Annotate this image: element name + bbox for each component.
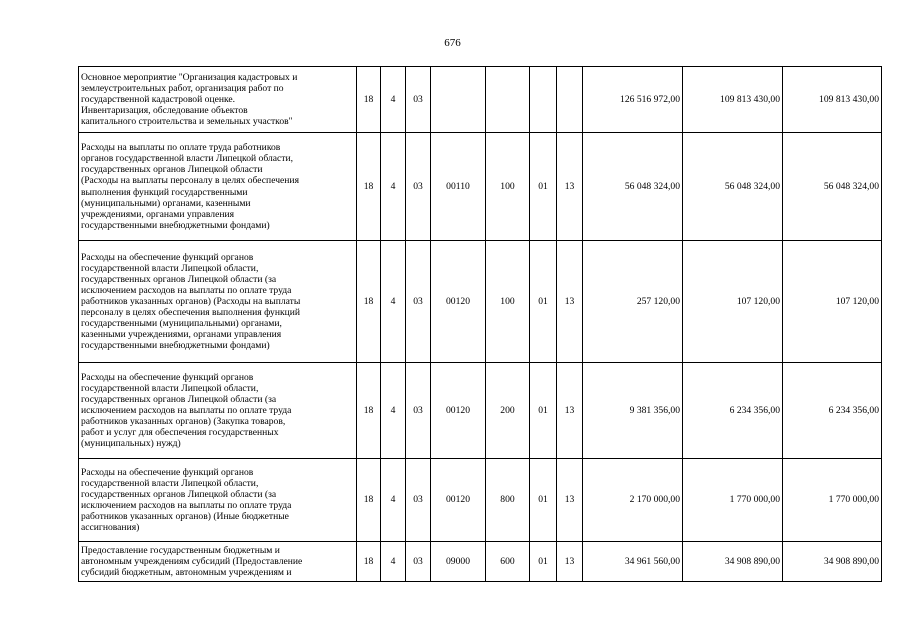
table-row (79, 67, 882, 133)
cell-code-3: 03 (406, 67, 431, 133)
cell-code-6: 01 (530, 363, 557, 459)
table-row (79, 459, 882, 542)
cell-code-6: 01 (530, 241, 557, 363)
cell-code-1: 18 (357, 241, 381, 363)
cell-code-1: 18 (357, 133, 381, 241)
row-description: Основное мероприятие "Организация кадастровых и землеустроительных работ, организация работ по государственной кадастровой оценке. Инвентаризация, обследование объектов капитального строительства и земельных участков" (79, 67, 357, 133)
table-row (79, 363, 882, 459)
table-row (79, 542, 882, 582)
cell-code-2: 4 (381, 67, 406, 133)
cell-amount-3: 34 908 890,00 (783, 542, 882, 582)
cell-code-5: 600 (486, 542, 530, 582)
cell-amount-2: 107 120,00 (683, 241, 783, 363)
cell-code-7: 13 (557, 133, 583, 241)
row-description: Расходы на обеспечение функций органов государственной власти Липецкой области, государственных органов Липецкой области (за исключением расходов на выплаты по оплате труда работников указанных органов) (Иные бюджетные ассигнования) (79, 459, 357, 542)
cell-code-5: 200 (486, 363, 530, 459)
cell-code-7: 13 (557, 363, 583, 459)
cell-code-5: 100 (486, 241, 530, 363)
row-description: Расходы на обеспечение функций органов государственной власти Липецкой области, государственных органов Липецкой области (за исключением расходов на выплаты по оплате труда работников указанных органов) (Закупка товаров, работ и услуг для обеспечения государственных (муниципальных) нужд) (79, 363, 357, 459)
cell-amount-3: 109 813 430,00 (783, 67, 882, 133)
cell-code-7: 13 (557, 542, 583, 582)
cell-code-6 (530, 67, 557, 133)
cell-amount-1: 34 961 560,00 (583, 542, 683, 582)
cell-code-4: 09000 (431, 542, 486, 582)
cell-code-5 (486, 67, 530, 133)
cell-amount-2: 1 770 000,00 (683, 459, 783, 542)
cell-code-2: 4 (381, 241, 406, 363)
cell-code-1: 18 (357, 363, 381, 459)
cell-amount-1: 56 048 324,00 (583, 133, 683, 241)
cell-amount-3: 107 120,00 (783, 241, 882, 363)
cell-amount-1: 257 120,00 (583, 241, 683, 363)
row-description: Расходы на обеспечение функций органов государственной власти Липецкой области, государственных органов Липецкой области (за исключением расходов на выплаты по оплате труда работников указанных органов) (Расходы на выплаты персоналу в целях обеспечения выполнения функций государственными (муниципальными) органами, казенными учреждениями, органами управления государственными внебюджетными фондами) (79, 241, 357, 363)
cell-amount-3: 6 234 356,00 (783, 363, 882, 459)
budget-table (78, 66, 882, 582)
cell-code-5: 800 (486, 459, 530, 542)
table-row (79, 241, 882, 363)
cell-code-3: 03 (406, 542, 431, 582)
cell-code-1: 18 (357, 542, 381, 582)
cell-code-3: 03 (406, 241, 431, 363)
cell-code-3: 03 (406, 363, 431, 459)
cell-code-7: 13 (557, 241, 583, 363)
cell-code-4 (431, 67, 486, 133)
cell-amount-2: 6 234 356,00 (683, 363, 783, 459)
cell-code-1: 18 (357, 459, 381, 542)
cell-code-6: 01 (530, 459, 557, 542)
cell-amount-1: 126 516 972,00 (583, 67, 683, 133)
cell-code-6: 01 (530, 542, 557, 582)
cell-code-2: 4 (381, 363, 406, 459)
cell-code-6: 01 (530, 133, 557, 241)
cell-code-4: 00120 (431, 459, 486, 542)
cell-code-7 (557, 67, 583, 133)
cell-amount-1: 2 170 000,00 (583, 459, 683, 542)
cell-code-5: 100 (486, 133, 530, 241)
cell-code-4: 00120 (431, 363, 486, 459)
cell-amount-3: 56 048 324,00 (783, 133, 882, 241)
cell-code-2: 4 (381, 542, 406, 582)
cell-amount-3: 1 770 000,00 (783, 459, 882, 542)
cell-code-4: 00120 (431, 241, 486, 363)
cell-code-7: 13 (557, 459, 583, 542)
row-description: Расходы на выплаты по оплате труда работников органов государственной власти Липецкой области, государственных органов Липецкой области (Расходы на выплаты персоналу в целях обеспечения выполнения функций государственными (муниципальными) органами, казенными учреждениями, органами управления государственными внебюджетными фондами) (79, 133, 357, 241)
cell-code-3: 03 (406, 459, 431, 542)
cell-amount-2: 56 048 324,00 (683, 133, 783, 241)
cell-amount-2: 109 813 430,00 (683, 67, 783, 133)
cell-code-4: 00110 (431, 133, 486, 241)
cell-code-2: 4 (381, 133, 406, 241)
table-row (79, 133, 882, 241)
row-description: Предоставление государственным бюджетным и автономным учреждениям субсидий (Предоставление субсидий бюджетным, автономным учреждениям и (79, 542, 357, 582)
cell-code-3: 03 (406, 133, 431, 241)
cell-code-2: 4 (381, 459, 406, 542)
cell-code-1: 18 (357, 67, 381, 133)
cell-amount-2: 34 908 890,00 (683, 542, 783, 582)
cell-amount-1: 9 381 356,00 (583, 363, 683, 459)
page-number: 676 (444, 37, 461, 49)
